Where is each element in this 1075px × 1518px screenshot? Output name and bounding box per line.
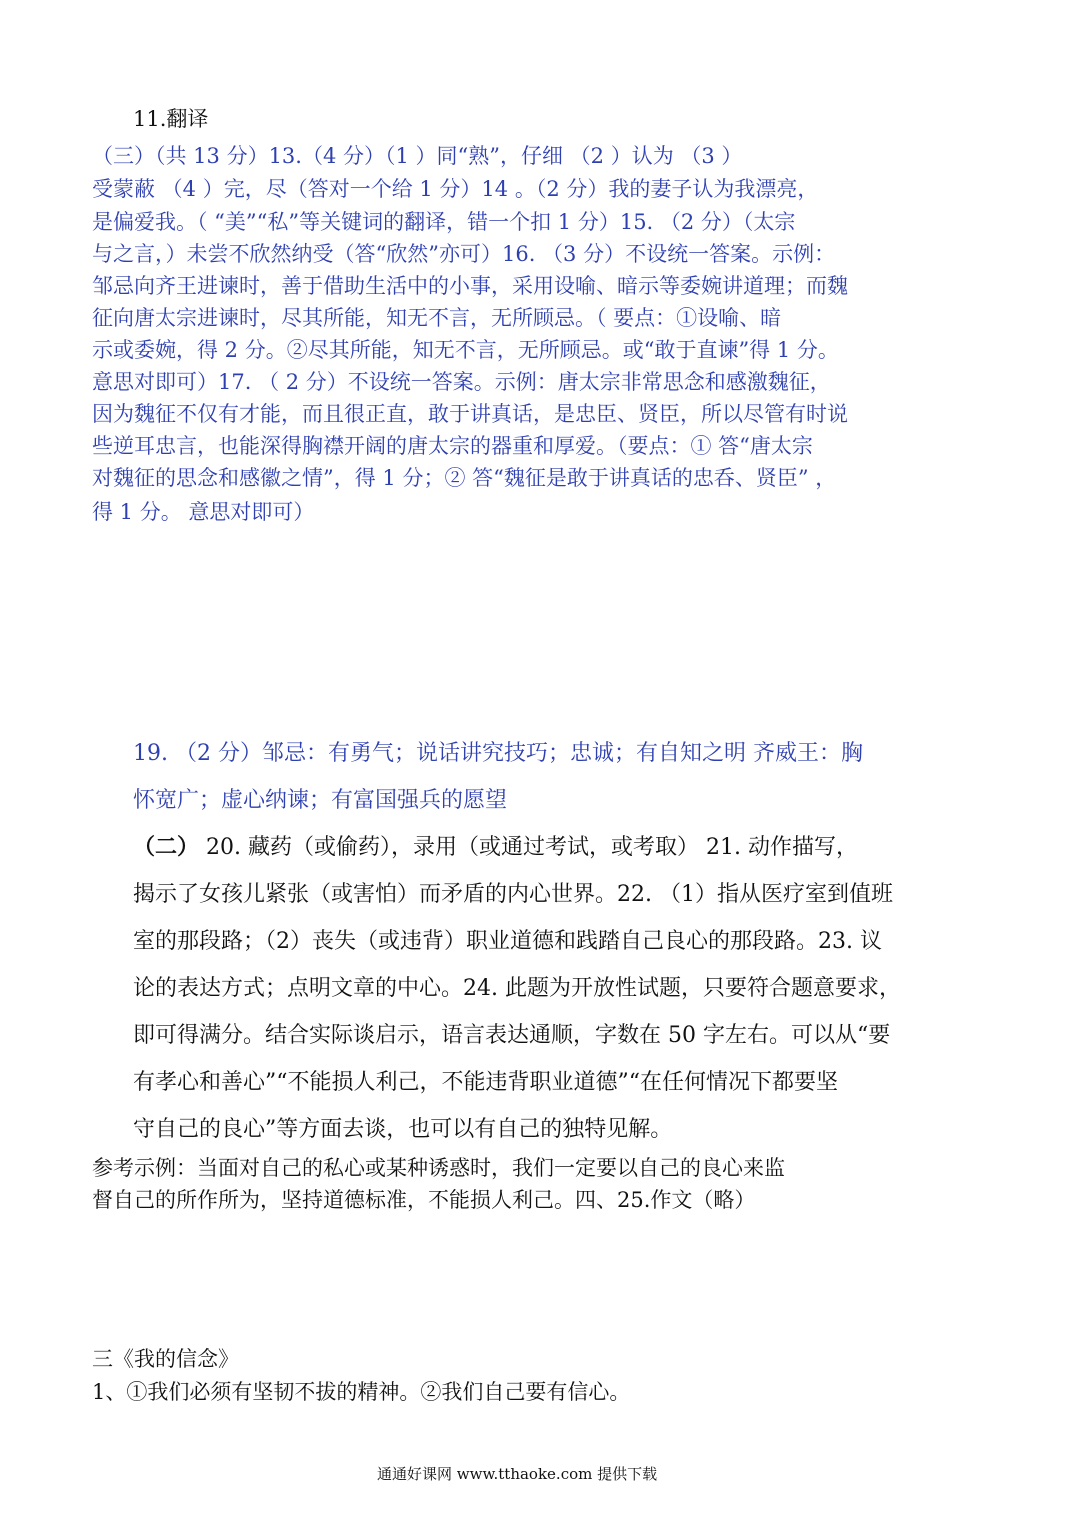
answer-line: 示或委婉，得 2 分。②尽其所能，知无不言，无所顾忌。或“敢于直谏”得 1 分。 xyxy=(92,338,839,362)
answer-line: （三）（共 13 分）13.（4 分）（1 ）同“熟”，仔细 （2 ）认为 （3 ） xyxy=(92,144,743,168)
answer-line: 意思对即可）17. （ 2 分）不设统一答案。示例：唐太宗非常思念和感激魏征， xyxy=(92,370,831,394)
reference-line: 参考示例：当面对自己的私心或某种诱惑时，我们一定要以自己的良心来监 xyxy=(92,1156,785,1180)
answer-line: 守自己的良心”等方面去谈，也可以有自己的独特见解。 xyxy=(133,1117,673,1142)
answer-line: 因为魏征不仅有才能，而且很正直，敢于讲真话，是忠臣、贤臣，所以尽管有时说 xyxy=(92,402,848,426)
answer-line: 些逆耳忠言，也能深得胸襟开阔的唐太宗的器重和厚爱。（要点：① 答“唐太宗 xyxy=(92,434,813,458)
answer-line: 怀宽广；虚心纳谏；有富国强兵的愿望 xyxy=(133,788,508,813)
answer-line: 对魏征的思念和感徽之情”，得 1 分；② 答“魏征是敢于讲真话的忠呑、贤臣” ， xyxy=(92,466,837,490)
answer-line: 室的那段路；（2）丧失（或违背）职业道德和践踏自己良心的那段路。23. 议 xyxy=(133,929,882,954)
page-footer: 通通好课网 www.tthaoke.com 提供下载 xyxy=(377,1465,658,1483)
answer-text: 20. 藏药（或偷药），录用（或通过考试，或考取） 21. 动作描写， xyxy=(206,835,858,860)
answer-line: 邹忌向齐王进谏时，善于借助生活中的小事，采用设喻、暗示等委婉讲道理；而魏 xyxy=(92,274,848,298)
answer-line: 揭示了女孩儿紧张（或害怕）而矛盾的内心世界。22. （1）指从医疗室到值班 xyxy=(133,882,893,907)
answer-line: 即可得满分。结合实际谈启示，语言表达通顺，字数在 50 字左右。可以从“要 xyxy=(133,1023,891,1048)
answer-line: 有孝心和善心”“不能损人利己，不能违背职业道德”“在任何情况下都要坚 xyxy=(133,1070,838,1095)
reference-line: 督自己的所作所为，坚持道德标准，不能损人利己。四、25.作文（略） xyxy=(92,1188,756,1212)
section-item: 1、①我们必须有坚韧不拔的精神。②我们自己要有信心。 xyxy=(92,1380,631,1404)
answer-line: 征向唐太宗进谏时，尽其所能，知无不言，无所顾忌。（ 要点：①设喻、暗 xyxy=(92,306,782,330)
section-title: 三《我的信念》 xyxy=(92,1347,239,1371)
answer-line: 受蒙蔽 （4 ）完，尽（答对一个给 1 分）14 。（2 分）我的妻子认为我漂亮， xyxy=(92,177,819,201)
answer-line: 19. （2 分）邹忌：有勇气；说话讲究技巧；忠诚；有自知之明 齐威王：胸 xyxy=(133,741,863,766)
answer-line: 与之言，）未尝不欣然纳受（答“欣然”亦可）16. （3 分）不设统一答案。示例： xyxy=(92,242,836,266)
answer-line: 得 1 分。 意思对即可） xyxy=(92,500,315,524)
section-label: （二） xyxy=(133,834,200,860)
heading-translation: 11.翻译 xyxy=(133,107,209,131)
answer-line xyxy=(133,830,858,861)
answer-line: 论的表达方式；点明文章的中心。24. 此题为开放性试题，只要符合题意要求， xyxy=(133,976,901,1001)
answer-line: 是偏爱我。（ “美”“私”等关键词的翻译，错一个扣 1 分）15. （2 分）（太宗 xyxy=(92,210,796,234)
